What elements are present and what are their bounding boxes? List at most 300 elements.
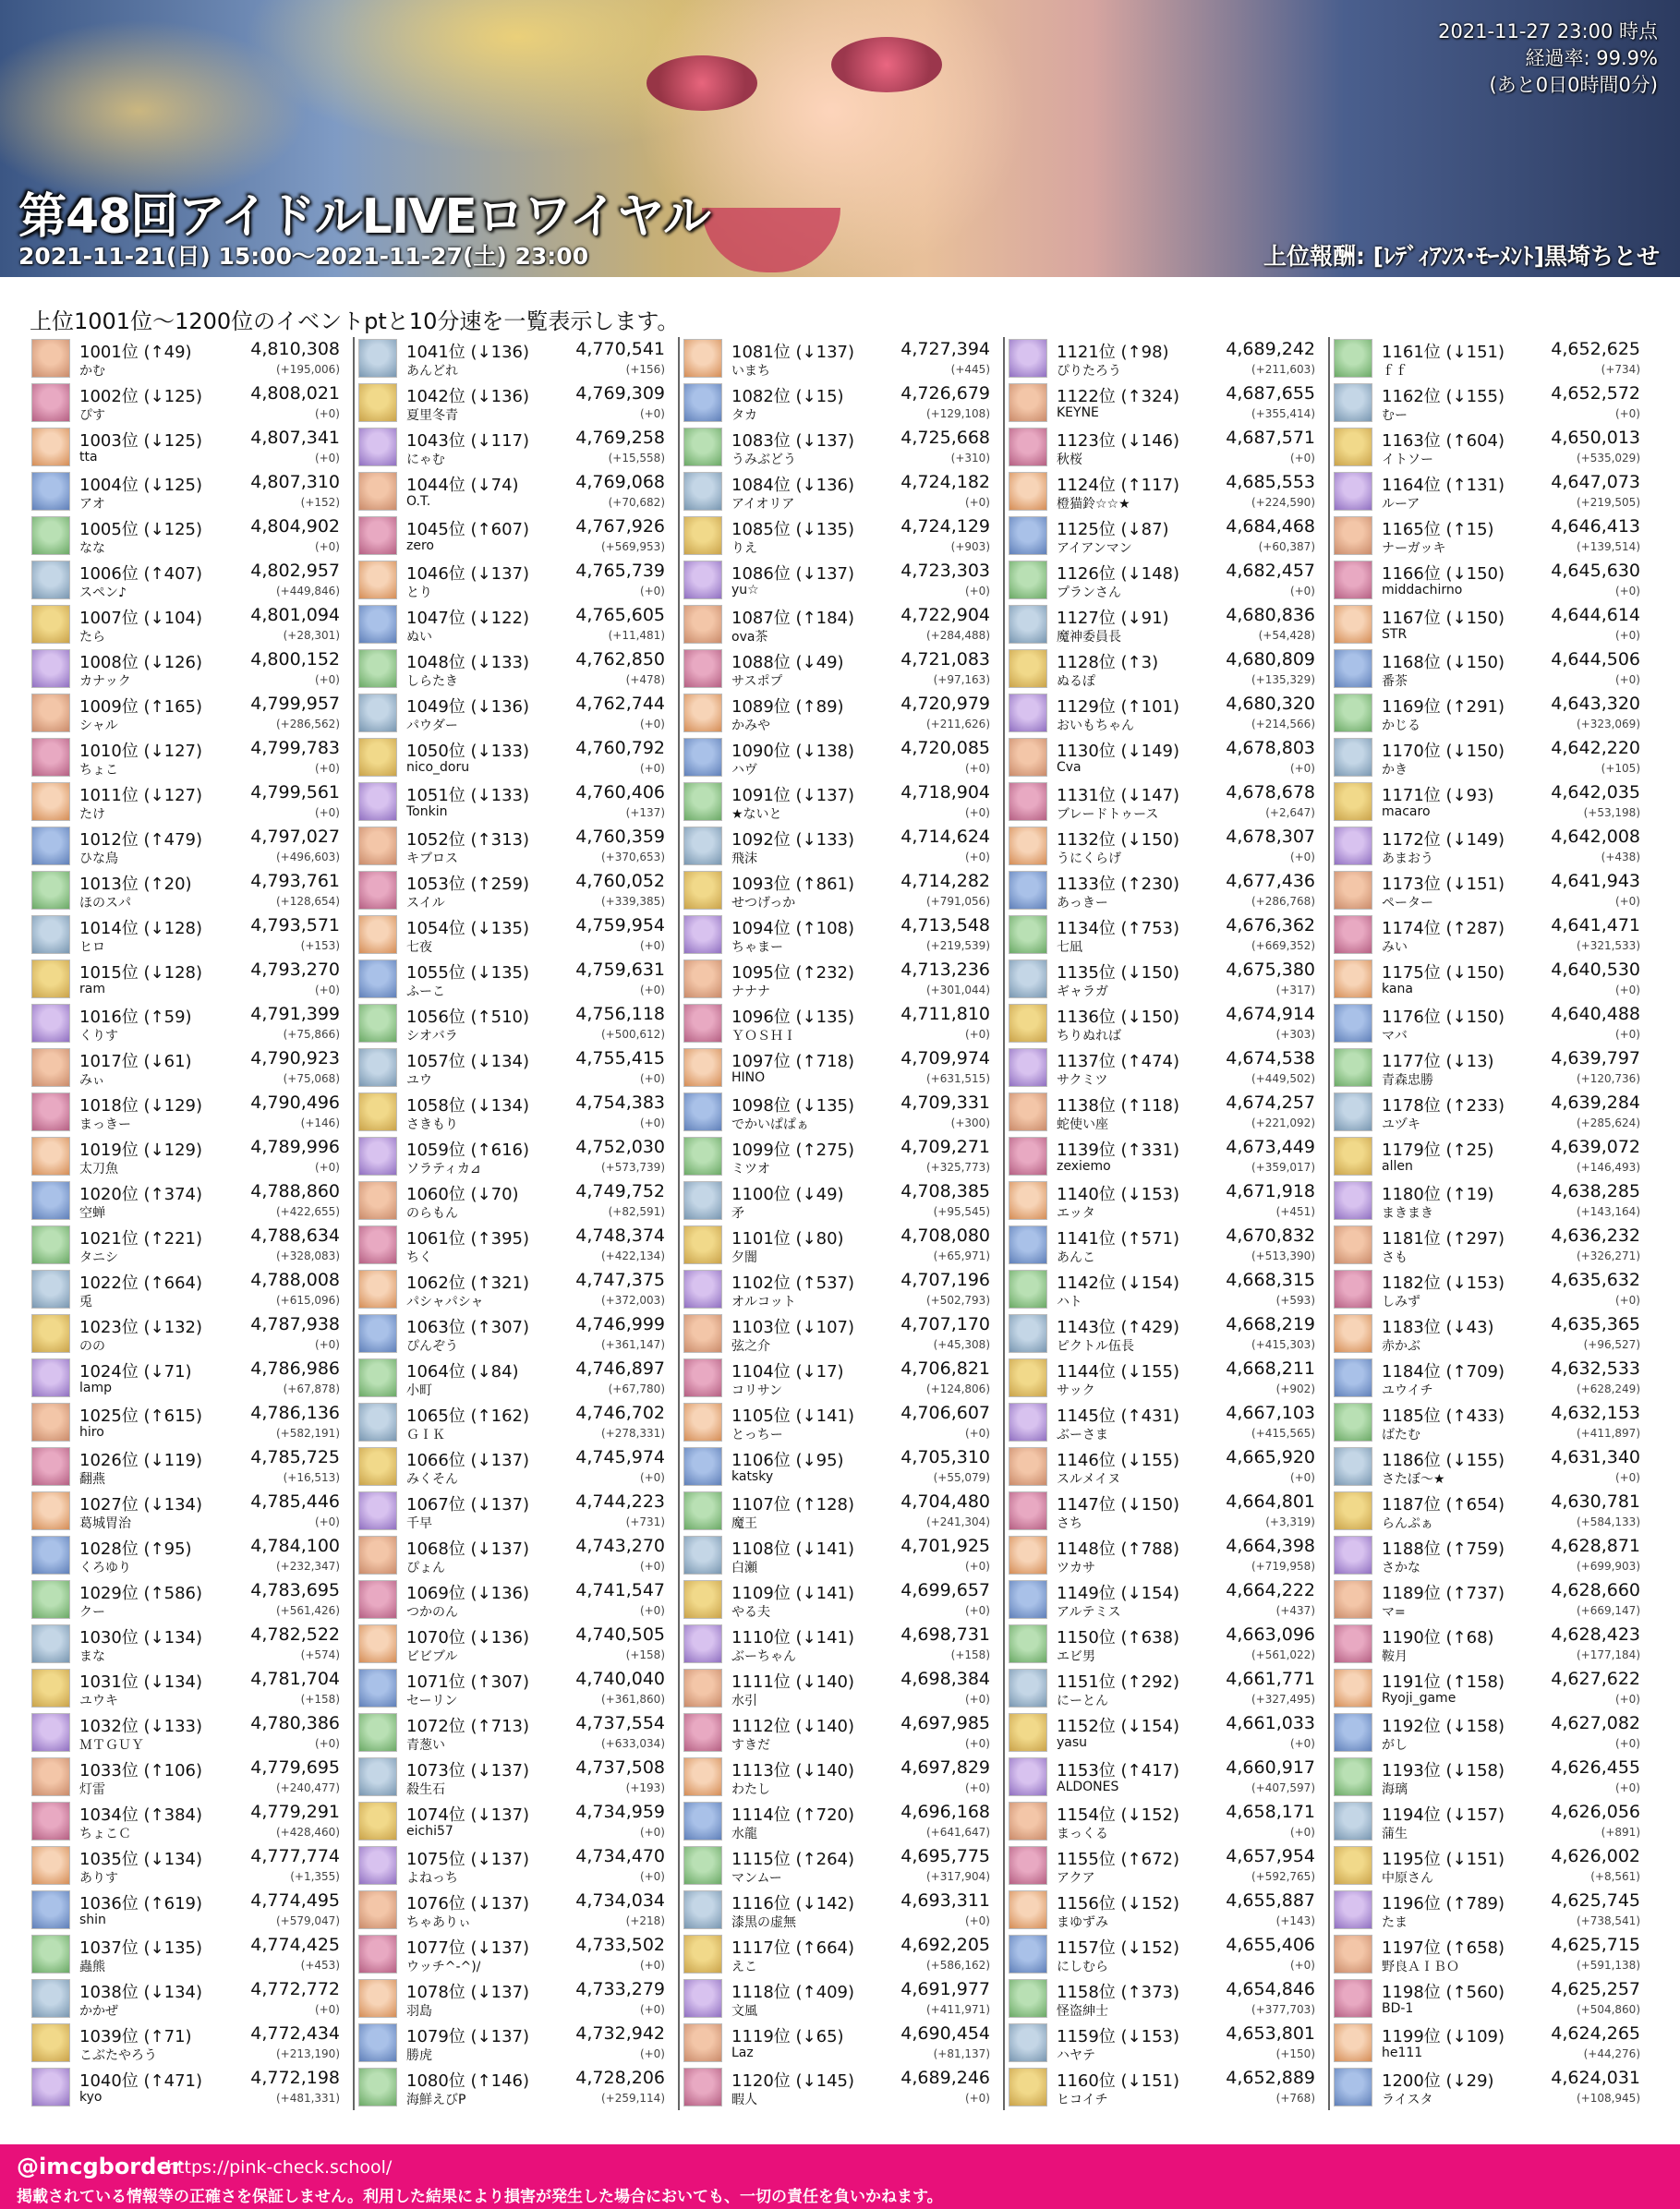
rank-label: 1024位 (↓71)	[79, 1362, 192, 1382]
player-name: うみぶどう	[731, 453, 796, 467]
rank-label: 1133位 (↑230)	[1057, 875, 1180, 894]
event-points: 4,673,449	[1226, 1137, 1315, 1157]
rank-label: 1093位 (↑861)	[731, 875, 855, 894]
ranking-entry	[683, 1002, 999, 1046]
idol-avatar	[358, 561, 397, 599]
rank-label: 1113位 (↓140)	[731, 1761, 855, 1780]
event-points: 4,626,455	[1551, 1757, 1640, 1778]
idol-avatar	[683, 1403, 722, 1442]
idol-avatar	[1334, 2023, 1372, 2062]
rank-label: 1042位 (↓136)	[406, 387, 530, 406]
ten-minute-delta: (+97,163)	[933, 673, 990, 686]
ten-minute-delta: (+0)	[1289, 1826, 1315, 1839]
idol-avatar	[358, 383, 397, 422]
ten-minute-delta: (+0)	[314, 806, 340, 819]
rank-label: 1077位 (↓137)	[406, 1938, 530, 1958]
ten-minute-delta: (+67,878)	[283, 1382, 340, 1395]
player-name: ＹＯＳＨＩ	[731, 1029, 796, 1044]
ranking-entry	[1334, 1977, 1650, 2022]
ranking-entry	[683, 1667, 999, 1711]
player-name: ヒコイチ	[1057, 2093, 1108, 2107]
rank-label: 1160位 (↓151)	[1057, 2071, 1180, 2091]
ten-minute-delta: (+0)	[314, 1338, 340, 1351]
event-points: 4,744,223	[575, 1491, 665, 1512]
idol-avatar	[1009, 516, 1047, 555]
ten-minute-delta: (+0)	[314, 673, 340, 686]
rank-label: 1074位 (↓137)	[406, 1805, 530, 1825]
player-name: にしむら	[1057, 1960, 1108, 1974]
idol-avatar	[1334, 649, 1372, 688]
ten-minute-delta: (+0)	[639, 1072, 665, 1085]
idol-avatar	[1009, 1669, 1047, 1708]
ten-minute-delta: (+0)	[964, 1427, 990, 1440]
ranking-entry	[358, 647, 674, 692]
event-points: 4,777,774	[250, 1846, 340, 1866]
ranking-entry	[358, 1844, 674, 1889]
timestamp: 2021-11-27 23:00 時点	[1438, 20, 1658, 42]
event-points: 4,642,220	[1551, 738, 1640, 758]
event-points: 4,690,454	[900, 2023, 990, 2044]
twitter-handle[interactable]: @imcgborder	[17, 2154, 183, 2179]
ranking-entry	[358, 913, 674, 958]
event-points: 4,652,625	[1551, 339, 1640, 359]
event-points: 4,652,572	[1551, 383, 1640, 404]
event-points: 4,654,846	[1226, 1979, 1315, 1999]
event-points: 4,708,385	[900, 1181, 990, 1201]
ten-minute-delta: (+0)	[964, 851, 990, 863]
event-points: 4,657,954	[1226, 1846, 1315, 1866]
rank-label: 1128位 (↑3)	[1057, 653, 1159, 672]
player-name: ツカサ	[1057, 1561, 1095, 1575]
rank-label: 1076位 (↓137)	[406, 1894, 530, 1913]
rank-label: 1044位 (↓74)	[406, 476, 519, 495]
idol-avatar	[683, 1802, 722, 1841]
ranking-entry	[31, 958, 349, 1002]
idol-avatar	[683, 1979, 722, 2018]
rank-label: 1058位 (↓134)	[406, 1096, 530, 1116]
ten-minute-delta: (+641,647)	[925, 1826, 990, 1839]
idol-avatar	[683, 383, 722, 422]
player-name: タカ	[731, 408, 757, 423]
idol-avatar	[1009, 472, 1047, 511]
rank-label: 1198位 (↑560)	[1382, 1983, 1505, 2002]
ranking-entry	[683, 958, 999, 1002]
idol-avatar	[683, 1669, 722, 1708]
ranking-entry	[358, 958, 674, 1002]
idol-avatar	[683, 2023, 722, 2062]
player-name: zero	[406, 538, 434, 553]
ranking-entry	[683, 1844, 999, 1889]
ranking-entry	[31, 1401, 349, 1445]
idol-avatar	[31, 1270, 70, 1309]
player-name: kana	[1382, 982, 1413, 996]
rank-label: 1094位 (↑108)	[731, 919, 855, 938]
event-points: 4,728,206	[575, 2068, 665, 2088]
idol-avatar	[1334, 1314, 1372, 1353]
player-name: O.T.	[406, 494, 431, 509]
ranking-entry	[358, 559, 674, 603]
rank-label: 1118位 (↑409)	[731, 1983, 855, 2002]
player-name: プランさん	[1057, 585, 1121, 600]
ten-minute-delta: (+478)	[625, 673, 665, 686]
ten-minute-delta: (+535,029)	[1576, 452, 1640, 465]
idol-avatar	[31, 1403, 70, 1442]
event-points: 4,737,508	[575, 1757, 665, 1778]
ten-minute-delta: (+584,133)	[1576, 1515, 1640, 1528]
ranking-entry	[683, 1312, 999, 1357]
disclaimer: 掲載されている情報等の正確さを保証しません。利用した結果により損害が発生した場合においても、一切の責任を負いかねます。	[17, 2188, 943, 2206]
player-name: いまち	[731, 364, 770, 379]
ranking-entry	[31, 692, 349, 736]
event-points: 4,663,096	[1226, 1624, 1315, 1645]
ranking-entry	[1334, 1445, 1650, 1490]
ranking-entry	[683, 2022, 999, 2066]
idol-avatar	[31, 2068, 70, 2106]
event-points: 4,726,679	[900, 383, 990, 404]
ten-minute-delta: (+153)	[300, 939, 340, 952]
player-name: さかな	[1382, 1561, 1420, 1575]
ten-minute-delta: (+449,502)	[1251, 1072, 1315, 1085]
rank-label: 1167位 (↓150)	[1382, 609, 1505, 628]
ranking-entry	[1009, 1490, 1324, 1534]
rank-label: 1102位 (↑537)	[731, 1273, 855, 1293]
idol-avatar	[358, 1802, 397, 1841]
ranking-entry	[683, 1933, 999, 1977]
ranking-entry	[683, 1268, 999, 1312]
event-points: 4,746,897	[575, 1358, 665, 1379]
rank-label: 1087位 (↑184)	[731, 609, 855, 628]
event-points: 4,625,715	[1551, 1935, 1640, 1955]
rank-label: 1037位 (↓135)	[79, 1938, 203, 1958]
ten-minute-delta: (+359,017)	[1251, 1161, 1315, 1174]
rank-label: 1191位 (↑158)	[1382, 1672, 1505, 1692]
ranking-entry	[1334, 1711, 1650, 1756]
rank-label: 1046位 (↓137)	[406, 564, 530, 584]
event-points: 4,722,904	[900, 605, 990, 625]
ranking-entry	[358, 736, 674, 780]
event-points: 4,760,792	[575, 738, 665, 758]
idol-avatar	[1334, 915, 1372, 954]
event-points: 4,720,085	[900, 738, 990, 758]
idol-avatar	[1334, 561, 1372, 599]
player-name: ALDONES	[1057, 1780, 1119, 1794]
rank-label: 1111位 (↓140)	[731, 1672, 855, 1692]
ten-minute-delta: (+0)	[639, 984, 665, 996]
event-points: 4,640,488	[1551, 1004, 1640, 1024]
player-name: ★ないと	[731, 807, 782, 822]
player-name: 蒲生	[1382, 1827, 1408, 1841]
player-name: パシャパシャ	[406, 1295, 484, 1310]
ten-minute-delta: (+177,184)	[1576, 1648, 1640, 1661]
ten-minute-delta: (+592,765)	[1251, 1870, 1315, 1883]
rank-label: 1183位 (↓43)	[1382, 1318, 1494, 1337]
site-link[interactable]: https://pink-check.school/	[166, 2157, 393, 2178]
idol-avatar	[358, 1358, 397, 1397]
ranking-entry	[1009, 1268, 1324, 1312]
rank-label: 1176位 (↓150)	[1382, 1008, 1505, 1027]
ranking-entry	[31, 1357, 349, 1401]
player-name: ぬるぽ	[1057, 674, 1095, 689]
rank-label: 1089位 (↑89)	[731, 697, 844, 717]
player-name: 水引	[731, 1694, 757, 1708]
ranking-entry	[1334, 1756, 1650, 1800]
ten-minute-delta: (+0)	[1289, 452, 1315, 465]
ranking-entry	[31, 1844, 349, 1889]
player-name: ぶーちゃん	[731, 1649, 796, 1664]
player-name: ナナナ	[731, 984, 770, 999]
ranking-entry	[31, 1445, 349, 1490]
event-points: 4,780,386	[250, 1713, 340, 1733]
ten-minute-delta: (+0)	[639, 1560, 665, 1573]
ranking-entry	[1334, 381, 1650, 426]
ten-minute-delta: (+156)	[625, 363, 665, 376]
idol-avatar	[683, 428, 722, 466]
event-points: 4,646,413	[1551, 516, 1640, 537]
player-name: nico_doru	[406, 760, 470, 775]
idol-avatar	[1334, 1890, 1372, 1929]
event-points: 4,724,182	[900, 472, 990, 492]
event-points: 4,746,999	[575, 1314, 665, 1334]
rank-label: 1146位 (↓155)	[1057, 1451, 1180, 1470]
ranking-entry	[31, 1312, 349, 1357]
ten-minute-delta: (+731)	[625, 1515, 665, 1528]
event-points: 4,640,530	[1551, 960, 1640, 980]
event-points: 4,793,270	[250, 960, 340, 980]
idol-avatar	[683, 1846, 722, 1885]
event-points: 4,674,257	[1226, 1092, 1315, 1113]
rank-label: 1161位 (↓151)	[1382, 343, 1505, 362]
ranking-entry	[1009, 958, 1324, 1002]
idol-avatar	[1334, 1491, 1372, 1530]
idol-avatar	[358, 649, 397, 688]
ranking-entry	[31, 647, 349, 692]
ranking-entry	[1009, 647, 1324, 692]
ten-minute-delta: (+0)	[639, 939, 665, 952]
idol-avatar	[1009, 738, 1047, 777]
event-points: 4,668,219	[1226, 1314, 1315, 1334]
event-points: 4,799,957	[250, 694, 340, 714]
ranking-entry	[683, 1534, 999, 1578]
player-name: にーとん	[1057, 1694, 1108, 1708]
event-points: 4,671,918	[1226, 1181, 1315, 1201]
player-name: ふーこ	[406, 984, 445, 999]
idol-avatar	[1334, 428, 1372, 466]
event-points: 4,785,446	[250, 1491, 340, 1512]
rank-label: 1081位 (↓137)	[731, 343, 855, 362]
ranking-entry	[683, 825, 999, 869]
idol-avatar	[683, 1624, 722, 1663]
player-name: 翻燕	[79, 1472, 105, 1487]
rank-label: 1192位 (↓158)	[1382, 1717, 1505, 1736]
idol-avatar	[1009, 1580, 1047, 1619]
rank-label: 1184位 (↑709)	[1382, 1362, 1505, 1382]
player-name: hiro	[79, 1425, 104, 1440]
idol-avatar	[31, 1225, 70, 1264]
rank-label: 1165位 (↑15)	[1382, 520, 1494, 539]
ten-minute-delta: (+0)	[314, 1515, 340, 1528]
rank-label: 1168位 (↓150)	[1382, 653, 1505, 672]
event-points: 4,693,311	[900, 1890, 990, 1911]
ten-minute-delta: (+16,513)	[283, 1471, 340, 1484]
ten-minute-delta: (+75,068)	[283, 1072, 340, 1085]
idol-avatar	[1334, 1270, 1372, 1309]
idol-avatar	[1334, 1225, 1372, 1264]
event-points: 4,627,622	[1551, 1669, 1640, 1689]
player-name: さきもり	[406, 1117, 458, 1132]
ten-minute-delta: (+218)	[625, 1914, 665, 1927]
event-points: 4,639,072	[1551, 1137, 1640, 1157]
player-name: 魔王	[731, 1516, 757, 1531]
ten-minute-delta: (+0)	[314, 540, 340, 553]
ten-minute-delta: (+891)	[1601, 1826, 1640, 1839]
idol-avatar	[1334, 1669, 1372, 1708]
idol-avatar	[1009, 960, 1047, 998]
idol-avatar	[1334, 1403, 1372, 1442]
rank-label: 1196位 (↑789)	[1382, 1894, 1505, 1913]
player-name: かじる	[1382, 718, 1420, 733]
player-name: たま	[1382, 1915, 1408, 1930]
event-points: 4,718,904	[900, 782, 990, 803]
ten-minute-delta: (+0)	[964, 1914, 990, 1927]
event-points: 4,658,171	[1226, 1802, 1315, 1822]
event-points: 4,762,850	[575, 649, 665, 670]
ten-minute-delta: (+631,515)	[925, 1072, 990, 1085]
event-points: 4,772,772	[250, 1979, 340, 1999]
rank-label: 1098位 (↓135)	[731, 1096, 855, 1116]
idol-avatar	[358, 1225, 397, 1264]
idol-avatar	[31, 1181, 70, 1220]
ten-minute-delta: (+496,603)	[275, 851, 340, 863]
ranking-entry	[358, 1046, 674, 1091]
ranking-entry	[1334, 2022, 1650, 2066]
idol-avatar	[1334, 782, 1372, 821]
event-points: 4,734,470	[575, 1846, 665, 1866]
ranking-entry	[358, 1756, 674, 1800]
player-name: とっちー	[731, 1428, 783, 1442]
ranking-entry	[683, 692, 999, 736]
idol-avatar	[1009, 339, 1047, 378]
event-points: 4,644,506	[1551, 649, 1640, 670]
player-name: マ=	[1382, 1605, 1406, 1620]
ten-minute-delta: (+286,562)	[275, 718, 340, 730]
ranking-entry	[683, 1800, 999, 1844]
ten-minute-delta: (+241,304)	[925, 1515, 990, 1528]
idol-avatar	[31, 1846, 70, 1885]
ten-minute-delta: (+0)	[1614, 1781, 1640, 1794]
player-name: ほのスパ	[79, 896, 131, 911]
rank-label: 1199位 (↓109)	[1382, 2027, 1505, 2046]
player-name: アクア	[1057, 1871, 1095, 1886]
ten-minute-delta: (+146,493)	[1576, 1161, 1640, 1174]
ten-minute-delta: (+44,276)	[1583, 2047, 1640, 2060]
idol-avatar	[1334, 1137, 1372, 1176]
ten-minute-delta: (+574)	[300, 1648, 340, 1661]
ten-minute-delta: (+0)	[1289, 1471, 1315, 1484]
ranking-entry	[358, 1224, 674, 1268]
ten-minute-delta: (+0)	[964, 496, 990, 509]
event-points: 4,639,797	[1551, 1048, 1640, 1068]
ranking-entry	[1009, 1046, 1324, 1091]
ranking-entry	[358, 1091, 674, 1135]
ranking-entry	[683, 1490, 999, 1534]
player-name: 蟲熊	[79, 1960, 105, 1974]
rank-label: 1095位 (↑232)	[731, 963, 855, 983]
ten-minute-delta: (+211,626)	[925, 718, 990, 730]
idol-avatar	[1009, 1979, 1047, 2018]
rank-label: 1193位 (↓158)	[1382, 1761, 1505, 1780]
rank-label: 1170位 (↓150)	[1382, 742, 1505, 761]
player-name: エビ男	[1057, 1649, 1095, 1664]
player-name: まっきー	[79, 1117, 131, 1132]
ten-minute-delta: (+213,190)	[275, 2047, 340, 2060]
player-name: まゆずみ	[1057, 1915, 1108, 1930]
ten-minute-delta: (+150)	[1275, 2047, 1315, 2060]
event-points: 4,732,942	[575, 2023, 665, 2044]
event-points: 4,628,871	[1551, 1536, 1640, 1556]
ten-minute-delta: (+561,426)	[275, 1604, 340, 1617]
ten-minute-delta: (+355,414)	[1251, 407, 1315, 420]
ranking-entry	[1009, 736, 1324, 780]
player-name: ちゃありぃ	[406, 1915, 471, 1930]
event-points: 4,707,196	[900, 1270, 990, 1290]
ten-minute-delta: (+422,655)	[275, 1205, 340, 1218]
player-name: ちく	[406, 1250, 432, 1265]
ranking-entry	[1334, 1844, 1650, 1889]
ranking-entry	[31, 1711, 349, 1756]
idol-avatar	[1009, 1225, 1047, 1264]
idol-avatar	[358, 1048, 397, 1087]
rank-label: 1070位 (↓136)	[406, 1628, 530, 1648]
idol-avatar	[31, 1935, 70, 1974]
rank-label: 1006位 (↑407)	[79, 564, 203, 584]
event-points: 4,808,021	[250, 383, 340, 404]
idol-avatar	[31, 2023, 70, 2062]
ranking-entry	[1334, 736, 1650, 780]
ranking-entry	[31, 1534, 349, 1578]
event-points: 4,779,695	[250, 1757, 340, 1778]
ten-minute-delta: (+0)	[639, 1959, 665, 1972]
player-name: 殺生石	[406, 1782, 445, 1797]
ranking-entry	[31, 1800, 349, 1844]
ranking-entry	[1009, 1534, 1324, 1578]
ranking-entry	[31, 559, 349, 603]
idol-avatar	[1009, 915, 1047, 954]
idol-avatar	[358, 1624, 397, 1663]
ranking-entry	[1334, 647, 1650, 692]
idol-avatar	[1334, 1935, 1372, 1974]
idol-avatar	[1334, 738, 1372, 777]
player-name: ありす	[79, 1871, 118, 1886]
rank-label: 1002位 (↓125)	[79, 387, 203, 406]
idol-avatar	[683, 827, 722, 865]
idol-avatar	[31, 1491, 70, 1530]
rank-label: 1101位 (↓80)	[731, 1229, 844, 1249]
ten-minute-delta: (+0)	[1614, 1693, 1640, 1706]
ranking-entry	[1009, 1756, 1324, 1800]
ten-minute-delta: (+75,866)	[283, 1028, 340, 1041]
player-name: タニシ	[79, 1250, 118, 1265]
event-points: 4,793,571	[250, 915, 340, 936]
event-points: 4,706,607	[900, 1403, 990, 1423]
event-points: 4,788,008	[250, 1270, 340, 1290]
event-points: 4,804,902	[250, 516, 340, 537]
player-name: みい	[1382, 940, 1408, 955]
idol-avatar	[1009, 2068, 1047, 2106]
event-points: 4,790,496	[250, 1092, 340, 1113]
idol-avatar	[1334, 339, 1372, 378]
rank-label: 1039位 (↑71)	[79, 2027, 192, 2046]
idol-avatar	[31, 428, 70, 466]
